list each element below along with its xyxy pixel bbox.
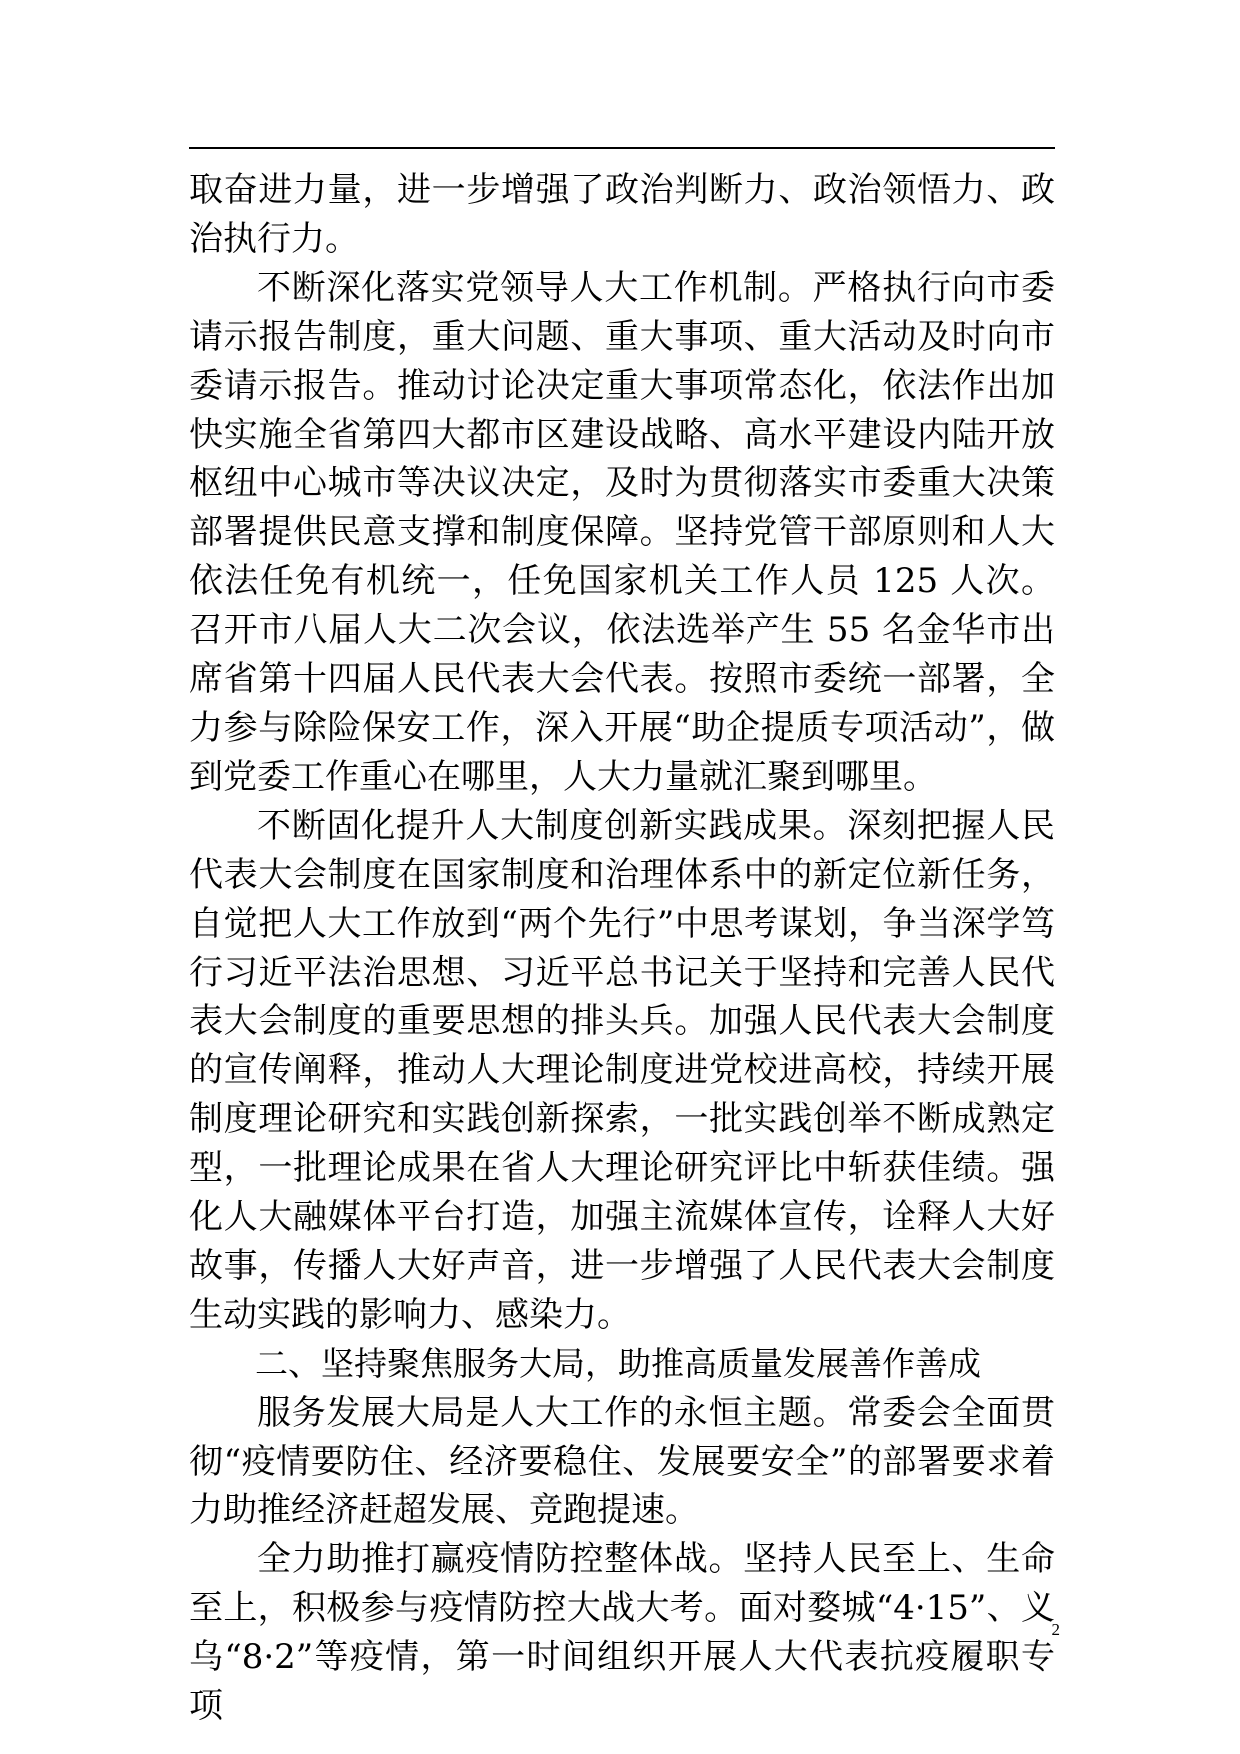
body-text [189,166,1055,1731]
paragraph-epidemic-control: 全力助推打赢疫情防控整体战。坚持人民至上、生命至上，积极参与疫情防控大战大考。面对婺城“4·15”、义乌“8·2”等疫情，第一时间组织开展人大代表抗疫履职专项 [189,1539,1055,1727]
paragraph-continuation: 取奋进力量，进一步增强了政治判断力、政治领悟力、政治执行力。 [189,170,1055,259]
section-heading: 二、坚持聚焦服务大局，助推高质量发展善作善成 [255,1343,981,1383]
paragraph-institutional-innovation: 不断固化提升人大制度创新实践成果。深刻把握人民代表大会制度在国家制度和治理体系中的新定位新任务，自觉把人大工作放到“两个先行”中思考谋划，争当深学笃行习近平法治思想、习近平总书记关于坚持和完善人民代表大会制度的重要思想的排头兵。加强人民代表大会制度的宣传阐释，推动人大理论制度进党校进高校，持续开展制度理论研究和实践创新探索，一批实践创举不断成熟定型，一批理论成果在省人大理论研究评比中斩获佳绩。强化人大融媒体平台打造，加强主流媒体宣传，诠释人大好故事，传播人大好声音，进一步增强了人民代表大会制度生动实践的影响力、感染力。 [189,805,1055,1335]
paragraph-serve-development: 服务发展大局是人大工作的永恒主题。常委会全面贯彻“疫情要防住、经济要稳住、发展要安全”的部署要求着力助推经济赶超发展、竞跑提速。 [189,1392,1055,1531]
header-rule [189,147,1055,149]
page-number: 2 [1051,1620,1060,1639]
paragraph-party-leadership: 不断深化落实党领导人大工作机制。严格执行向市委请示报告制度，重大问题、重大事项、重大活动及时向市委请示报告。推动讨论决定重大事项常态化，依法作出加快实施全省第四大都市区建设战略、高水平建设内陆开放枢纽中心城市等决议决定，及时为贯彻落实市委重大决策部署提供民意支撑和制度保障。坚持党管干部原则和人大依法任免有机统一，任免国家机关工作人员 125 人次。召开市八届人大二次会议，依法选举产生 55 名金华市出席省第十四届人民代表大会代表。按照市委统一部署，全力参与除险保安工作，深入开展“助企提质专项活动”，做到党委工作重心在哪里，人大力量就汇聚到哪里。 [189,267,1055,797]
